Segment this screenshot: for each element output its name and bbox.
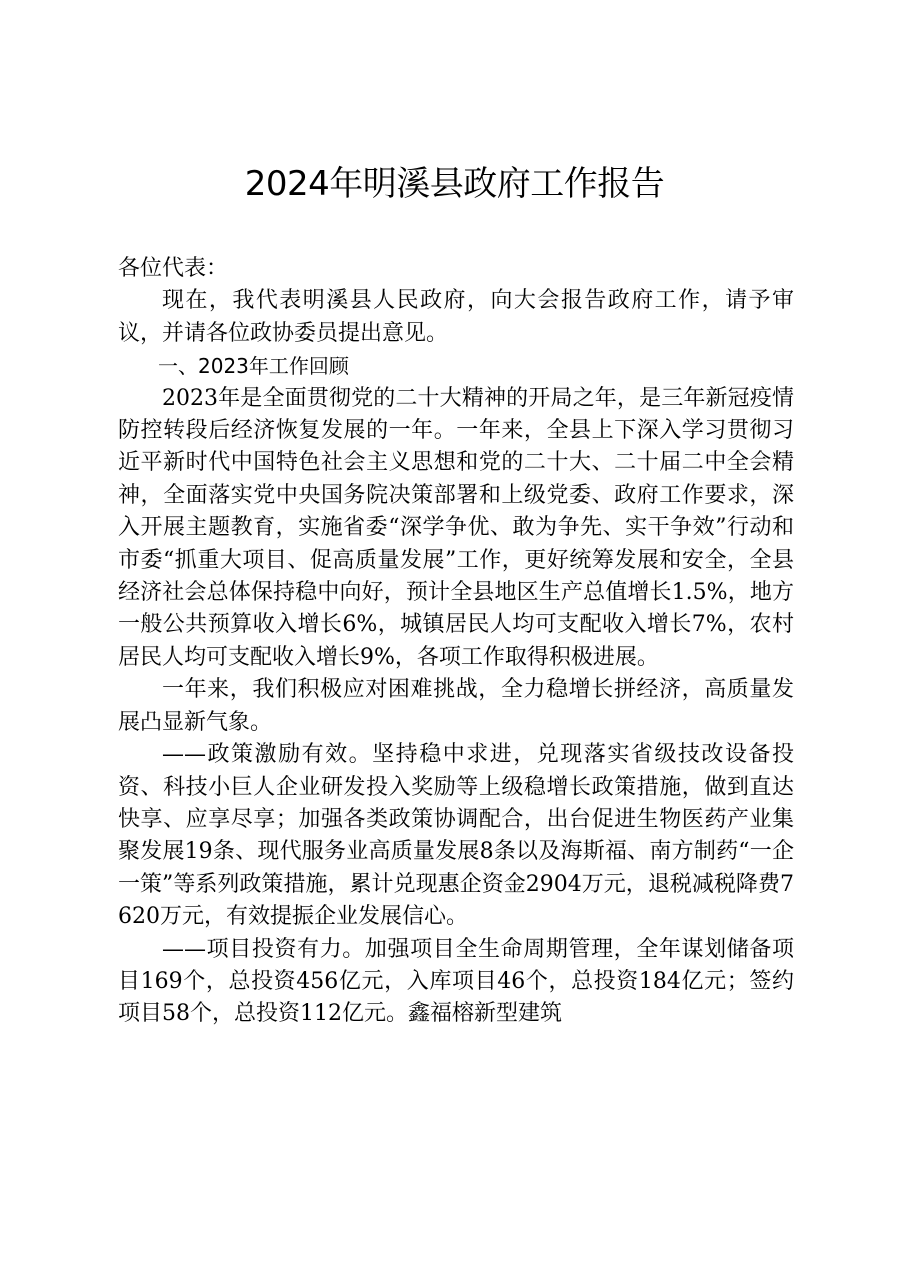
paragraph-challenges: 一年来，我们积极应对困难挑战，全力稳增长拼经济，高质量发展凸显新气象。 (118, 677, 794, 735)
document-body (118, 253, 794, 1031)
paragraph-opening: 现在，我代表明溪县人民政府，向大会报告政府工作，请予审议，并请各位政协委员提出意见。 (118, 288, 794, 346)
paragraph-policy-incentives: ——政策激励有效。坚持稳中求进，兑现落实省级技改设备投资、科技小巨人企业研发投入奖励等上级稳增长政策措施，做到直达快享、应享尽享；加强各类政策协调配合，出台促进生物医药产业集聚发展19条、现代服务业高质量发展8条以及海斯福、南方制药“一企一策”等系列政策措施，累计兑现惠企资金2904万元，退税减税降费7620万元，有效提振企业发展信心。 (118, 742, 794, 930)
section-heading: 一、2023年工作回顾 (158, 354, 349, 379)
salutation: 各位代表： (118, 256, 229, 281)
paragraph-2023-overview: 2023年是全面贯彻党的二十大精神的开局之年，是三年新冠疫情防控转段后经济恢复发展的一年。一年来，全县上下深入学习贯彻习近平新时代中国特色社会主义思想和党的二十大、二十届二中全会精神，全面落实党中央国务院决策部署和上级党委、政府工作要求，深入开展主题教育，实施省委“深学争优、敢为争先、实干争效”行动和市委“抓重大项目、促高质量发展”工作，更好统筹发展和安全，全县经济社会总体保持稳中向好，预计全县地区生产总值增长1.5%，地方一般公共预算收入增长6%，城镇居民人均可支配收入增长7%，农村居民人均可支配收入增长9%，各项工作取得积极进展。 (118, 385, 794, 670)
paragraph-project-investment: ——项目投资有力。加强项目全生命周期管理，全年谋划储备项目169个，总投资456亿元，入库项目46个，总投资184亿元；签约项目58个，总投资112亿元。鑫福榕新型建筑 (118, 936, 794, 1027)
document-title: 2024年明溪县政府工作报告 (244, 164, 665, 204)
